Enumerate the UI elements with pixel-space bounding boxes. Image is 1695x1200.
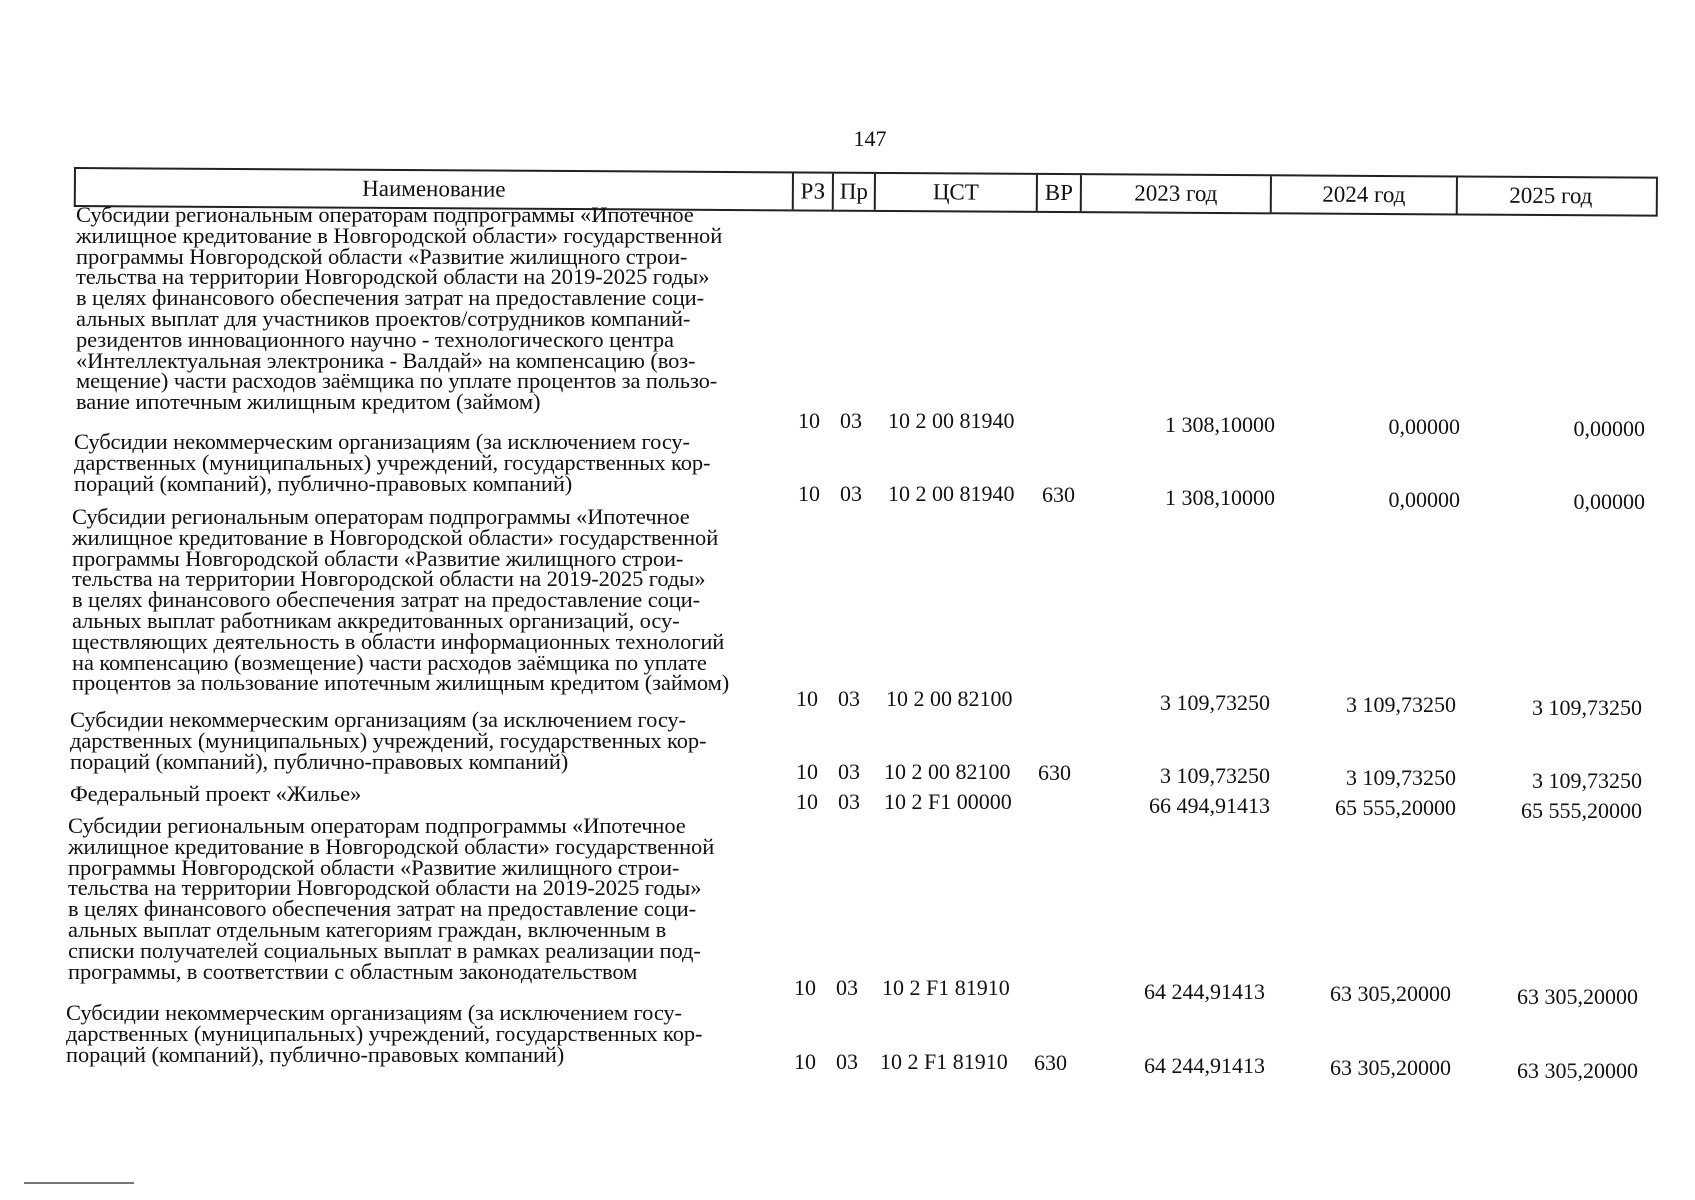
row-name: Субсидии региональным операторам подпрограммы «Ипотечное жилищное кредитование в Новгородской области» государственной программы Новгородской области «Развитие жилищного строи- тельства на территории Новгородской области на 2019-2025 годы» в целях финансового обеспечения затрат на предоставление соци- альных выплат работникам аккредитованных организаций, осу- ществляющих деятельность в области информационных технологий на компенсацию (возмещение) части расходов заёмщика по уплате процентов за пользование ипотечным жилищным кредитом (займом) (72, 504, 730, 696)
row-2023: 1 308,10000 (1165, 485, 1275, 510)
row-pr: 03 (838, 789, 860, 814)
row-2024: 0,00000 (1388, 414, 1460, 439)
row-cst: 10 2 00 81940 (888, 481, 1015, 506)
row-2024: 63 305,20000 (1330, 1055, 1451, 1080)
header-2023: 2023 год (1082, 175, 1272, 212)
page-number: 147 (853, 126, 887, 151)
row-2025: 63 305,20000 (1517, 984, 1638, 1009)
row-pr: 03 (838, 759, 860, 784)
row-rz: 10 (794, 1049, 816, 1074)
row-cst: 10 2 00 81940 (888, 408, 1015, 433)
row-2025: 65 555,20000 (1521, 798, 1642, 823)
row-2023: 66 494,91413 (1149, 793, 1270, 818)
header-vr: ВР (1038, 175, 1082, 211)
row-2025: 63 305,20000 (1517, 1058, 1638, 1083)
header-pr: Пр (834, 174, 876, 210)
row-rz: 10 (796, 759, 818, 784)
row-pr: 03 (836, 1049, 858, 1074)
row-cst: 10 2 F1 81910 (880, 1049, 1008, 1074)
row-rz: 10 (796, 789, 818, 814)
row-2025: 0,00000 (1573, 489, 1645, 514)
row-cst: 10 2 00 82100 (886, 686, 1013, 711)
row-name: Субсидии региональным операторам подпрограммы «Ипотечное жилищное кредитование в Новгородской области» государственной программы Новгородской области «Развитие жилищного строи- тельства на территории Новгородской области на 2019-2025 годы» в целях финансового обеспечения затрат на предоставление соци- альных выплат отдельным категориям граждан, включенным в списки получателей социальных выплат в рамках реализации под- программы, в соответствии с областным законодательством (68, 813, 715, 984)
row-name: Субсидии некоммерческим организациям (за исключением госу- дарственных (муниципальных) учреждений, государственных кор- пораций (компаний), публично-правовых компаний) (66, 1000, 703, 1067)
header-2025: 2025 год (1509, 182, 1593, 209)
row-2024: 3 109,73250 (1346, 765, 1456, 790)
header-name: Наименование (76, 169, 794, 209)
row-2023: 64 244,91413 (1144, 979, 1265, 1004)
row-cst: 10 2 00 82100 (884, 759, 1011, 784)
row-pr: 03 (840, 481, 862, 506)
row-2025: 0,00000 (1573, 416, 1645, 441)
row-name: Федеральный проект «Жилье» (70, 781, 362, 806)
row-rz: 10 (794, 975, 816, 1000)
row-pr: 03 (840, 408, 862, 433)
row-name: Субсидии некоммерческим организациям (за исключением госу- дарственных (муниципальных) учреждений, государственных кор- пораций (компаний), публично-правовых компаний) (70, 707, 707, 774)
row-pr: 03 (838, 686, 860, 711)
row-cst: 10 2 F1 00000 (884, 789, 1012, 814)
row-2025: 3 109,73250 (1532, 768, 1642, 793)
row-rz: 10 (798, 481, 820, 506)
row-vr: 630 (1034, 1050, 1067, 1075)
row-2023: 1 308,10000 (1165, 412, 1275, 437)
row-2025: 3 109,73250 (1532, 695, 1642, 720)
scan-edge-line (24, 1182, 134, 1184)
row-vr: 630 (1038, 760, 1071, 785)
header-cst: ЦСТ (876, 174, 1038, 211)
row-cst: 10 2 F1 81910 (882, 975, 1010, 1000)
row-2024: 63 305,20000 (1330, 981, 1451, 1006)
row-2023: 3 109,73250 (1160, 690, 1270, 715)
row-2023: 64 244,91413 (1144, 1053, 1265, 1078)
row-rz: 10 (798, 408, 820, 433)
row-2024: 0,00000 (1388, 487, 1460, 512)
row-vr: 630 (1042, 482, 1075, 507)
row-name: Субсидии региональным операторам подпрограммы «Ипотечное жилищное кредитование в Новгородской области» государственной программы Новгородской области «Развитие жилищного строи- тельства на территории Новгородской области на 2019-2025 годы» в целях финансового обеспечения затрат на предоставление соци- альных выплат для участников проектов/сотрудников компаний- резидентов инновационного научно - технологического центра «Интеллектуальная электроника - Валдай» на компенсацию (воз- мещение) части расходов заёмщика по уплате процентов за пользо- вание ипотечным жилищным кредитом (займом) (76, 202, 723, 415)
row-pr: 03 (836, 975, 858, 1000)
header-rz: РЗ (794, 173, 834, 209)
row-rz: 10 (796, 686, 818, 711)
row-2024: 3 109,73250 (1346, 692, 1456, 717)
header-2024: 2024 год (1272, 176, 1458, 213)
row-2024: 65 555,20000 (1335, 795, 1456, 820)
row-name: Субсидии некоммерческим организациям (за исключением госу- дарственных (муниципальных) учреждений, государственных кор- пораций (компаний), публично-правовых компаний) (74, 429, 711, 496)
row-2023: 3 109,73250 (1160, 763, 1270, 788)
